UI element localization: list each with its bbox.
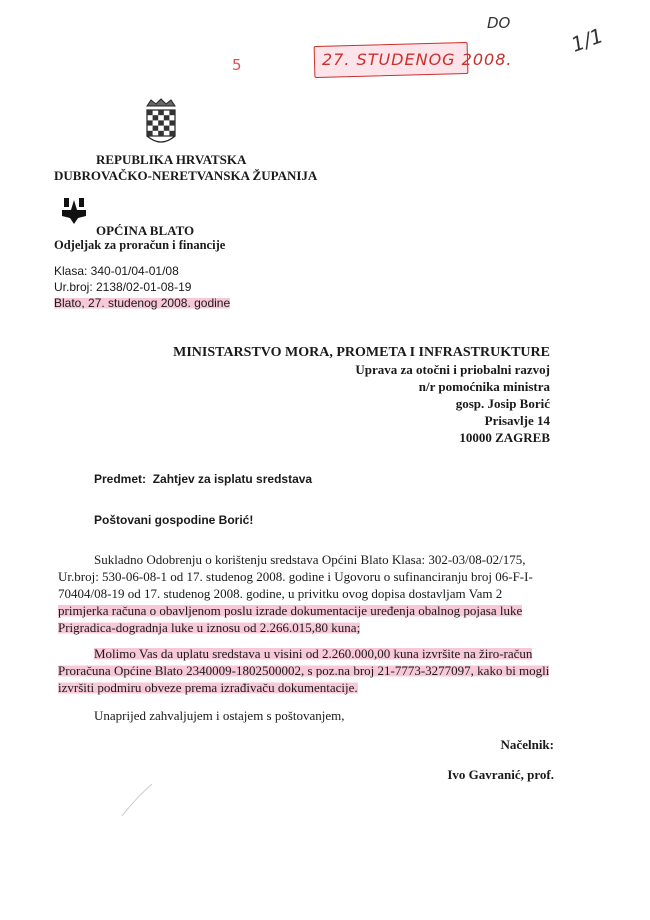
place-date: Blato, 27. studenog 2008. godine xyxy=(54,296,231,310)
municipality-name: OPĆINA BLATO xyxy=(96,223,195,238)
recipient-person: gosp. Josip Borić xyxy=(455,396,550,411)
county-heading: DUBROVAČKO-NERETVANSKA ŽUPANIJA xyxy=(54,168,318,183)
body-line: primjerka računa o obavljenom poslu izrade dokumentacije uređenja obalnog pojasa luke xyxy=(58,603,523,618)
subject-line xyxy=(94,472,312,486)
body-line: izvršiti podmiru obveze prema izrađivaču dokumentacije. xyxy=(58,680,358,695)
subject-label: Predmet: xyxy=(94,472,147,486)
body-paragraph-2 xyxy=(58,645,550,696)
page-number-annotation: 5 xyxy=(232,56,242,74)
recipient-city: 10000 ZAGREB xyxy=(459,430,550,445)
signature-name: Ivo Gavranić, prof. xyxy=(447,767,554,782)
recipient-ministry: MINISTARSTVO MORA, PROMETA I INFRASTRUKTURE xyxy=(173,345,550,360)
initials-annotation: DO xyxy=(487,14,511,32)
body-line: Proračuna Općine Blato 2340009-1802500002, s poz.na broj 21-7773-3277097, kako bi mogli xyxy=(58,663,550,678)
body-line: Sukladno Odobrenju o korištenju sredstava Općini Blato Klasa: 302-03/08-02/175, xyxy=(94,552,526,567)
recipient-directorate: Uprava za otočni i priobalni razvoj xyxy=(355,362,550,377)
body-line: Ur.broj: 530-06-08-1 od 17. studenog 2008. godine i Ugovoru o sufinanciranju broj 06-F-I- xyxy=(58,569,533,584)
signature-title: Načelnik: xyxy=(500,737,554,752)
klasa-reference: Klasa: 340-01/04-01/08 xyxy=(54,264,179,278)
urbroj-reference: Ur.broj: 2138/02-01-08-19 xyxy=(54,280,192,294)
body-line: 70404/08-19 od 17. studenog 2008. godine, u privitku ovog dopisa dostavljam Vam 2 xyxy=(58,586,503,601)
salutation: Poštovani gospodine Borić! xyxy=(94,513,254,527)
pen-mark xyxy=(118,780,158,820)
body-line: Prigradica-dogradnja luke u iznosu od 2.266.015,80 kuna; xyxy=(58,620,361,635)
coat-of-arms-icon xyxy=(145,98,177,146)
date-stamp-text: 27. STUDENOG 2008. xyxy=(322,50,513,69)
body-line: Molimo Vas da uplatu sredstava u visini od 2.260.000,00 kuna izvršite na žiro-račun xyxy=(94,646,533,661)
municipality-logo-icon xyxy=(58,196,90,226)
recipient-street: Prisavlje 14 xyxy=(484,413,550,428)
recipient-attention: n/r pomoćnika ministra xyxy=(418,379,550,394)
subject-text: Zahtjev za isplatu sredstava xyxy=(152,472,313,486)
department-name: Odjeljak za proračun i financije xyxy=(54,238,226,252)
fraction-annotation: 1/1 xyxy=(567,23,607,57)
republic-heading: REPUBLIKA HRVATSKA xyxy=(96,152,247,167)
closing-line: Unaprijed zahvaljujem i ostajem s poštovanjem, xyxy=(94,708,345,723)
body-paragraph-1 xyxy=(58,551,550,636)
